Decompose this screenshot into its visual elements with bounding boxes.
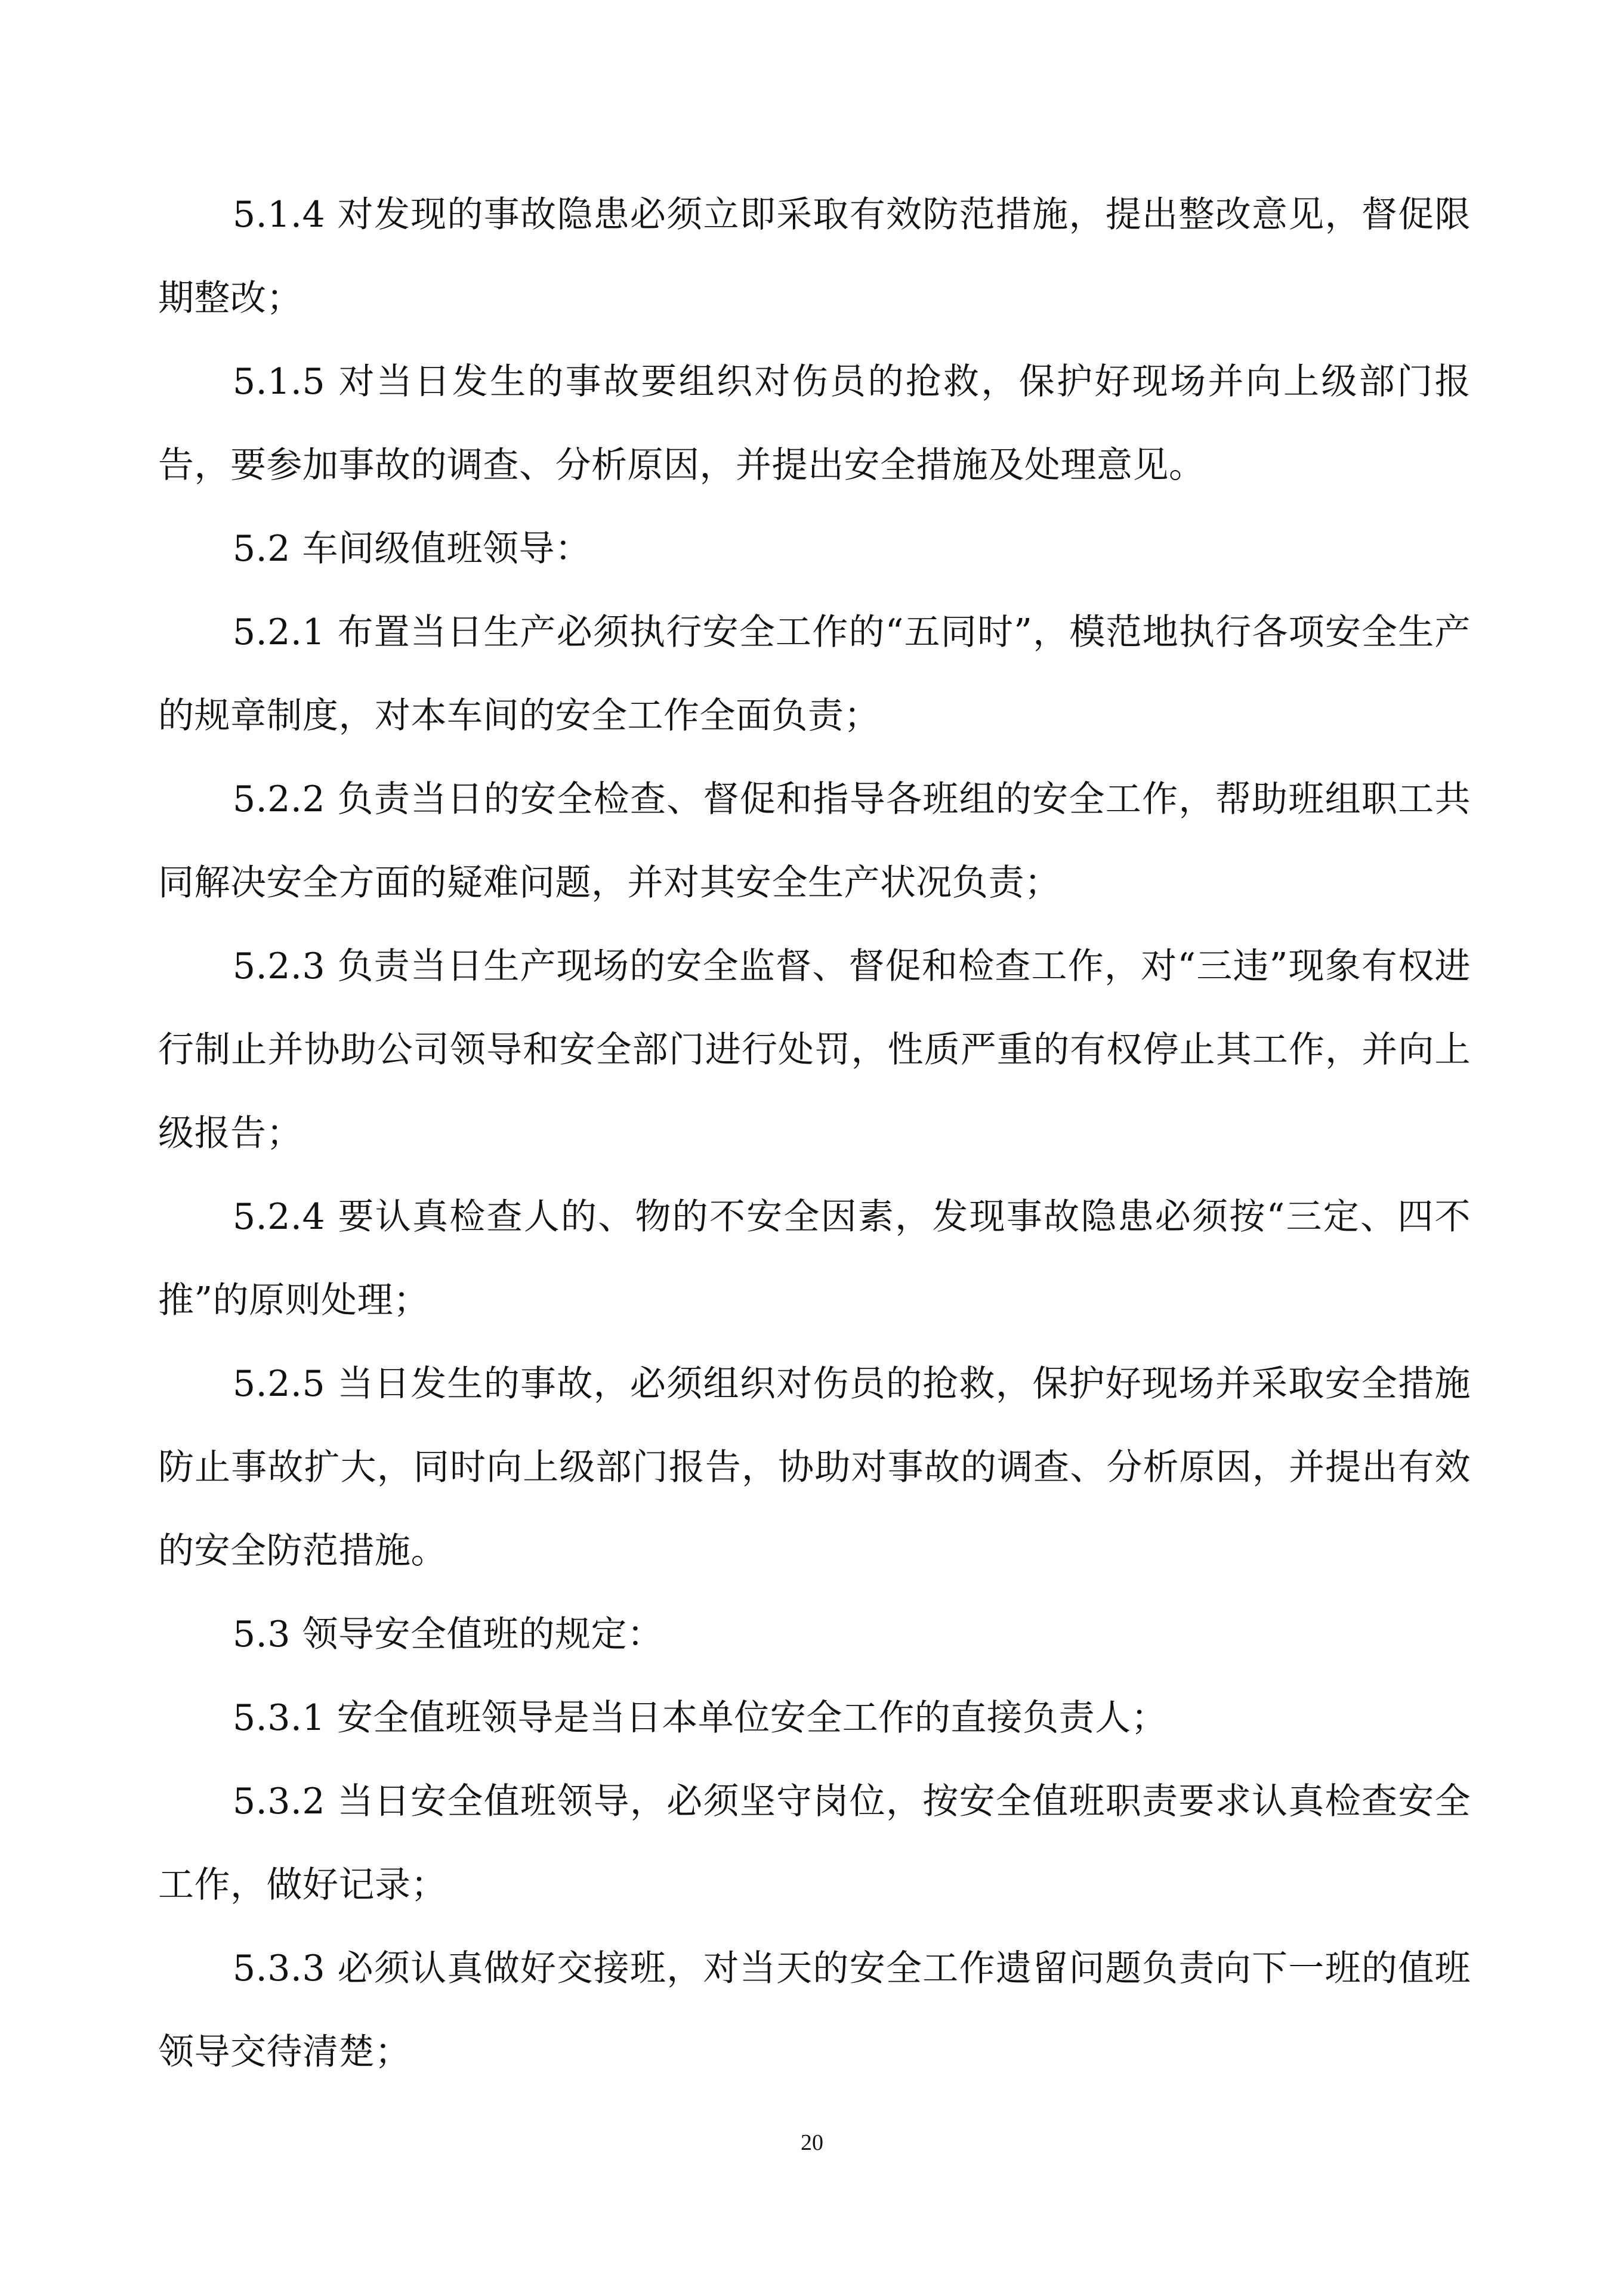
section-heading-5-3: 5.3 领导安全值班的规定：: [233, 1614, 663, 1655]
section-heading-5-2: 5.2 车间级值班领导：: [233, 528, 591, 570]
paragraph-5-2-1: 5.2.1 布置当日生产必须执行安全工作的“五同时”，模范地执行各项安全生产的规章制度，对本车间的安全工作全面负责；: [158, 611, 1471, 737]
document-body: [158, 173, 1471, 2094]
paragraph-5-3-3: 5.3.3 必须认真做好交接班，对当天的安全工作遗留问题负责向下一班的值班领导交待清楚；: [158, 1948, 1471, 2073]
paragraph-5-1-5: 5.1.5 对当日发生的事故要组织对伤员的抢救，保护好现场并向上级部门报告，要参加事故的调查、分析原因，并提出安全措施及处理意见。: [158, 361, 1471, 486]
paragraph-5-2-2: 5.2.2 负责当日的安全检查、督促和指导各班组的安全工作，帮助班组职工共同解决安全方面的疑难问题，并对其安全生产状况负责；: [158, 778, 1471, 904]
paragraph-5-2-3: 5.2.3 负责当日生产现场的安全监督、督促和检查工作，对“三违”现象有权进行制止并协助公司领导和安全部门进行处罚，性质严重的有权停止其工作，并向上级报告；: [158, 945, 1471, 1154]
page-number: 20: [801, 2130, 823, 2155]
paragraph-5-3-2: 5.3.2 当日安全值班领导，必须坚守岗位，按安全值班职责要求认真检查安全工作，做好记录；: [158, 1781, 1471, 1906]
paragraph-5-2-5: 5.2.5 当日发生的事故，必须组织对伤员的抢救，保护好现场并采取安全措施防止事故扩大，同时向上级部门报告，协助对事故的调查、分析原因，并提出有效的安全防范措施。: [158, 1363, 1471, 1572]
paragraph-5-3-1: 5.3.1 安全值班领导是当日本单位安全工作的直接负责人；: [233, 1697, 1168, 1739]
paragraph-5-1-4: 5.1.4 对发现的事故隐患必须立即采取有效防范措施，提出整改意见，督促限期整改；: [158, 194, 1471, 319]
paragraph-5-2-4: 5.2.4 要认真检查人的、物的不安全因素，发现事故隐患必须按“三定、四不推”的原则处理；: [158, 1196, 1471, 1321]
